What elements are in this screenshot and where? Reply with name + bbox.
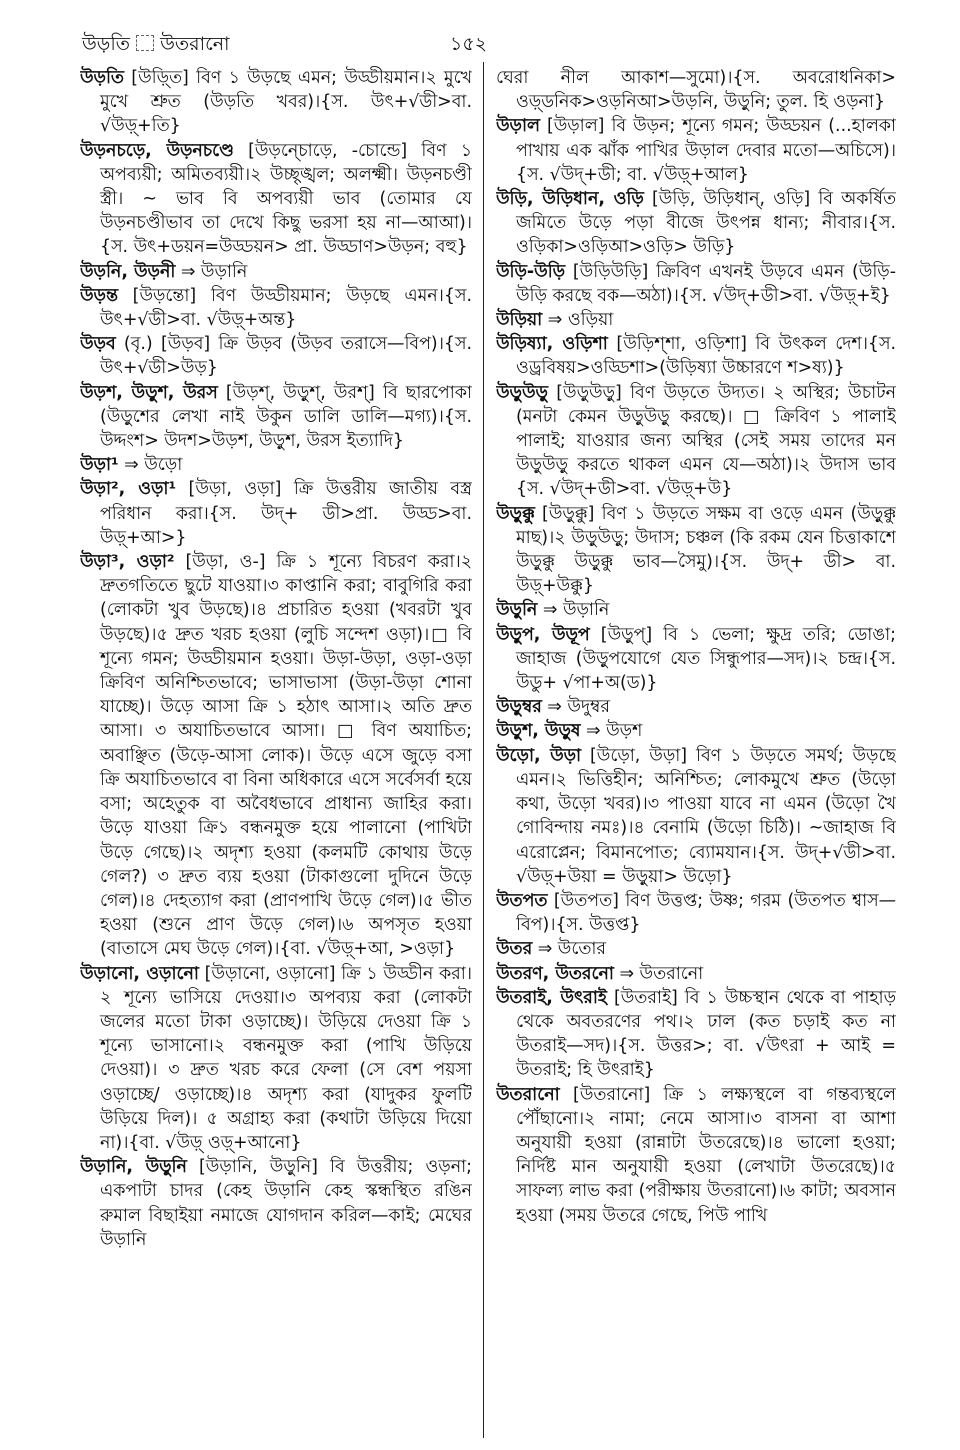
entry-definition: [উড়ুক্কু] বিণ ১ উড়তে সক্ষম বা ওড়ে এমন (উড়ুক্কু মাছ)।২ উড়ুউড়ু; উদাস; চঞ্চল (কি রকম যেন চিত্তাকাশে উড়ুক্কু উড়ুক্কু ভাব—সৈমু)।{স. উদ্+ ডী> বা. উড়্+উক্কু} [516, 503, 896, 597]
dictionary-entry [80, 453, 472, 477]
dictionary-entry [496, 937, 896, 961]
dictionary-entry [496, 332, 896, 380]
page-number: ১৫২ [450, 33, 488, 55]
entry-definition: [উতরাই] বি ১ উচ্চস্থান থেকে বা পাহাড় থেকে অবতরণের পথ।২ ঢাল (কত চড়াই কত না উতরাই—সদ)।{স. উত্তর>; বা. √উৎরা + আই = উতরাই; হি উৎরাই} [516, 987, 896, 1081]
entry-definition: [উড়্তি] বিণ ১ উড়ছে এমন; উড্ডীয়মান।২ মুখে মুখে শ্রুত (উড়তি খবর)।{স. উৎ+√ডী>বা. √উড়্+তি} [100, 68, 472, 137]
entry-headword: উড়ুউড়ু [496, 382, 548, 403]
dictionary-entry [80, 332, 472, 380]
entry-headword: উড়নচড়ে, উড়নচণ্ডে [80, 140, 234, 161]
dictionary-entry [496, 1083, 896, 1228]
entry-headword: উড়ো, উড়া [496, 745, 582, 766]
entry-definition: ⇒ উড়শ [580, 721, 643, 742]
separator-box-icon [136, 35, 154, 51]
entry-headword: উতরণ, উতরনো [496, 963, 614, 984]
dictionary-entry [80, 550, 472, 961]
entry-definition: [উতরানো] ক্রি ১ লক্ষ্যস্থলে বা গন্তব্যস্থলে পৌঁছানো।২ নামা; নেমে আসা।৩ বাসনা বা আশা অনুযায়ী হওয়া (রান্নাটা উতরেছে)।৪ ভালো হওয়া; নির্দিষ্ট মান অনুযায়ী হওয়া (লেখাটা উতরেছে)।৫ সাফল্য লাভ করা (পরীক্ষায় উতরানো)।৬ কাটা; অবসান হওয়া (সময় উতরে গেছে, পিউ পাখি [516, 1084, 896, 1226]
entry-headword: উড়ি, উড়িধান, ওড়ি [496, 189, 644, 210]
entry-definition: [উড়াল] বি উড়ন; শূন্যে গমন; উড্ডয়ন (...হালকা পাখায় এক ঝাঁক পাখির উড়াল দেবার মতো—অচিসে)।{স. √উদ্+ডী; বা. √উড়্+আল} [516, 116, 896, 185]
entry-headword: উড়িয়া [496, 310, 543, 331]
header-right-guide-word: উতরানো [160, 33, 230, 55]
entry-definition: [উড়া, ও-] ক্রি ১ শূন্যে বিচরণ করা।২ দ্রুতগতিতে ছুটে যাওয়া।৩ কাপ্তানি করা; বাবুগিরি করা (লোকটা খুব উড়ছে)।৪ প্রচারিত হওয়া (খবরটা খুব উড়ছে)।৫ দ্রুত খরচ হওয়া (লুচি সন্দেশ ওড়া)।□ বি শূন্যে গমন; উড্ডীয়মান হওয়া। উড়া-উড়া, ওড়া-ওড়া ক্রিবিণ অনিশ্চিতভাবে; ভাসাভাসা (উড়া-উড়া শোনা যাচ্ছে)। উড়ে আসা ক্রি ১ হঠাৎ আসা।২ অতি দ্রুত আসা। ৩ অযাচিতভাবে আসা। □ বিণ অযাচিত; অবাঞ্ছিত (উড়ে-আসা লোক)। উড়ে এসে জুড়ে বসা ক্রি অযাচিতভাবে বা বিনা অধিকারে এসে সর্বেসর্বা হয়ে বসা; অহেতুক বা অবৈধভাবে প্রাধান্য জাহির করা। উড়ে যাওয়া ক্রি১ বন্ধনমুক্ত হয়ে পালানো (পাখিটা উড়ে গেছে)।২ অদৃশ্য হওয়া (কলমটি কোথায় উড়ে গেল?) ৩ দ্রুত ব্যয় হওয়া (টাকাগুলো দুদিনে উড়ে গেল)।৪ দেহত্যাগ করা (প্রাণপাখি উড়ে গেল)।৫ ভীত হওয়া (শুনে প্রাণ উড়ে গেল)।৬ অপসৃত হওয়া (বাতাসে মেঘ উড়ে গেল)।{বা. √উড়্+আ, >ওড়া} [100, 552, 472, 960]
right-column [496, 66, 896, 1434]
dictionary-entry [496, 744, 896, 889]
entry-headword: উড়া³, ওড়া² [80, 552, 175, 573]
entry-headword: উড়াল [496, 116, 540, 137]
entry-headword: উতরাই, উৎরাই [496, 987, 607, 1008]
entry-definition: ঘেরা নীল আকাশ—সুমো)।{স. অবরোধনিকা> ওড়্ডনিক>ওড়নিআ>উড়নি, উড়ুনি; তুল. হি ওড়না} [496, 68, 896, 113]
dictionary-entry [80, 284, 472, 332]
entry-definition: ⇒ উড়ানি [537, 600, 610, 621]
dictionary-entry [496, 187, 896, 260]
entry-definition: [উড়ো, উড়া] বিণ ১ উড়তে সমর্থ; উড়ছে এমন।২ ভিত্তিহীন; অনিশ্চিত; লোকমুখে শ্রুত (উড়ো কথা, উড়ো খবর)।৩ পাওয়া যাবে না এমন (উড়ো খৈ গোবিন্দায় নমঃ)।৪ বেনামি (উড়ো চিঠি)। ~জাহাজ বি এরোপ্লেন; বিমানপোত; ব্যোমযান।{স. উদ্+√ডী>বা. √উড়্+উয়া = উড়ুয়া> উড়ো} [516, 745, 896, 887]
page-header [78, 30, 898, 60]
entry-definition: [উড়ুপ্] বি ১ ভেলা; ক্ষুদ্র তরি; ডোঙা; জাহাজ (উড়ুপযোগে যেত সিন্ধুপার—সদ)।২ চন্দ্র।{স. উডু+ √পা+অ(ড)} [516, 624, 896, 694]
entry-headword: উড়ব [80, 334, 116, 355]
entry-definition: [উড়ি, উড়িধান্, ওড়ি] বি অকর্ষিত জমিতে উড়ে পড়া বীজে উৎপন্ন ধান্য; নীবার।{স. ওড়িকা>ওড়িআ>ওড়ি> উড়ি} [516, 189, 896, 258]
dictionary-entry [496, 889, 896, 937]
entry-definition: [উতপত] বিণ উত্তপ্ত; উষ্ণ; গরম (উতপত শ্বাস—বিপ)।{স. উত্তপ্ত} [516, 890, 896, 936]
entry-definition: [উড়ানো, ওড়ানো] ক্রি ১ উড্ডীন করা।২ শূন্যে ভাসিয়ে দেওয়া।৩ অপব্যয় করা (লোকটা জলের মতো টাকা ওড়াচ্ছে)। উড়িয়ে দেওয়া ক্রি ১ শূন্যে ভাসানো।২ বন্ধনমুক্ত করা (পাখি উড়িয়ে দেওয়া)। ৩ দ্রুত খরচ করে ফেলা (সে বেশ পয়সা ওড়াচ্ছে/ ওড়াচ্ছে)।৪ অদৃশ্য করা (যাদুকর ফুলটি উড়িয়ে দিল)। ৫ অগ্রাহ্য করা (কথাটা উড়িয়ে দিয়ো না)।{বা. √উড়্ ওড়্+আনো} [100, 963, 472, 1153]
entry-headword: উড়ি-উড়ি [496, 261, 566, 282]
entry-definition: [উড়ন্তো] বিণ উড্ডীয়মান; উড়ছে এমন।{স. উৎ+√ডী>বা. √উড়্+অন্ত} [100, 285, 472, 331]
dictionary-entry [496, 381, 896, 502]
entry-headword: উড়া², ওড়া¹ [80, 479, 177, 500]
dictionary-entry [496, 260, 896, 308]
entry-headword: উতরানো [496, 1084, 560, 1105]
entry-headword: উড়ুপ, উড়ূপ [496, 624, 590, 645]
entry-headword: উতর [496, 939, 533, 960]
dictionary-entry [80, 260, 472, 284]
entry-headword: উড়তি [80, 68, 124, 88]
entry-definition: [উড়ুউড়ু] বিণ উড়তে উদ্যত। ২ অস্থির; উচাটন (মনটা কেমন উড়ুউড়ু করছে)। □ ক্রিবিণ ১ পালাই পালাই; যাওয়ার জন্য অস্থির (সেই সময় তাদের মন উড়ুউড়ু করতে থাকল এমন যে—অঠা)।২ উদাস ভাব {স. √উদ্+ডী>বা. √উড়্+উ} [516, 382, 896, 500]
entry-definition: [উড়িশ্শা, ওড়িশা] বি উৎকল দেশ।{স. ওড্রবিষয়>ওড্ডিশা>(উড়িষ্যা উচ্চারণে শ>ষ্য)} [516, 334, 896, 379]
entry-headword: উড়শ, উড়ুশ, উরস [80, 382, 218, 403]
entry-definition: [উড়ন্চোড়ে, -চোন্ডে] বিণ ১ অপব্যয়ী; অমিতব্যয়ী।২ উচ্ছৃঙ্খল; অলক্ষ্মী। উড়নচণ্ডী স্ত্রী। ~ ভাব বি অপব্যয়ী ভাব (তোমার যে উড়নচণ্ডীভাব তা দেখে কিছু ভরসা হয় না—আআ)।{স. উৎ+ডয়ন=উড্ডয়ন> প্রা. উড্ডাণ>উড়ন; বহু} [100, 140, 472, 258]
dictionary-entry [80, 962, 472, 1156]
entry-definition: ⇒ উড়ো [118, 455, 183, 476]
dictionary-entry [496, 623, 896, 696]
entry-definition: ⇒ উদুম্বর [541, 697, 610, 718]
column-divider [483, 62, 484, 1438]
dictionary-entry [496, 986, 896, 1083]
entry-definition: ⇒ ওড়িয়া [542, 310, 614, 331]
entry-definition: (বৃ.) [উড়ব] ক্রি উড়ব (উড়ব তরাসে—বিপ)।{স. উৎ+√ডী>উড়} [100, 334, 472, 379]
entry-headword: উড়ুশ, উড়ুষ [496, 721, 581, 742]
dictionary-entry [80, 381, 472, 454]
header-left-guide-word: উড়তি [82, 33, 131, 55]
entry-definition: ⇒ উতরানো [613, 963, 704, 984]
dictionary-entry [496, 598, 896, 622]
entry-headword: উড়ানো, ওড়ানো [80, 963, 199, 984]
entry-headword: উড়ুম্বর [496, 697, 542, 718]
entry-headword: উড়িষ্যা, ওড়িশা [496, 334, 608, 355]
dictionary-entry [80, 66, 472, 139]
entry-headword: উড়ুনি [496, 600, 538, 621]
header-guide-words [82, 30, 230, 62]
dictionary-entry [496, 308, 896, 332]
entry-headword: উড়ুক্কু [496, 503, 535, 524]
dictionary-entry [496, 695, 896, 719]
dictionary-entry [496, 502, 896, 599]
entry-definition: [উড়শ্, উড়ুশ্, উরশ্] বি ছারপোকা (উড়ুশের লেখা নাই উকুন ডালি ডালি—মগ্য)।{স. উদ্দংশ> উদশ>উড়শ, উড়ুশ, উরস ইত্যাদি} [100, 382, 472, 452]
entry-headword: উড়ানি, উড়ুনি [80, 1157, 187, 1178]
entry-headword: উতপত [496, 890, 548, 911]
entry-definition: [উড়া, ওড়া] ক্রি উত্তরীয় জাতীয় বস্ত্র পরিধান করা।{স. উদ্+ ডী>প্রা. উড্ড>বা. উড়্+আ>} [100, 479, 472, 548]
entry-headword: উড়নি, উড়নী [80, 261, 176, 282]
left-column [80, 66, 472, 1434]
entry-definition: ⇒ উড়ানি [175, 261, 248, 282]
entry-definition: [উড়ানি, উড়ুনি] বি উত্তরীয়; ওড়না; একপাটা চাদর (কেহ উড়ানি কেহ স্কন্ধস্থিত রঙিন রুমাল বিছাইয়া নমাজে যোগদান করিল—কাই; মেঘের উড়ানি [100, 1157, 472, 1250]
dictionary-entry [496, 719, 896, 743]
dictionary-entry [80, 477, 472, 550]
dictionary-entry [80, 1155, 472, 1252]
dictionary-entry [496, 66, 896, 114]
entry-definition: ⇒ উতোর [532, 939, 606, 960]
entry-headword: উড়ন্ত [80, 285, 118, 306]
dictionary-entry [80, 139, 472, 260]
entry-headword: উড়া¹ [80, 455, 119, 476]
entry-definition: [উড়িউড়ি] ক্রিবিণ এখনই উড়বে এমন (উড়ি-উড়ি করছে বক—অঠা)।{স. √উদ্+ডী>বা. √উড়্+ই} [516, 261, 896, 306]
dictionary-entry [496, 114, 896, 187]
dictionary-entry [496, 962, 896, 986]
